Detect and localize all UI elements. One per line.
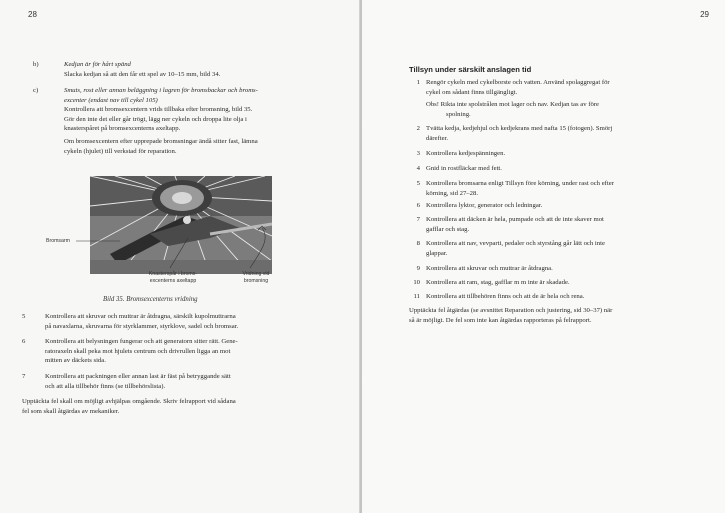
right-item-8-line-1: Kontrollera att nav, vevparti, pedaler och styrstång går lätt och inte [426, 240, 605, 247]
right-item-8-line-2: glappar. [426, 249, 448, 257]
section-heading: Tillsyn under särskilt anslagen tid [409, 65, 532, 74]
item-b-marker: b) [33, 61, 39, 68]
left-footer [22, 397, 347, 416]
label-knasterspar-2: excenterns axeltapp [149, 277, 197, 284]
right-item-3-num: 3 [416, 150, 420, 157]
item-b-title: Kedjan är för hårt spänd [64, 61, 131, 68]
label-vridning-1: Vridning vid [242, 271, 270, 277]
label-bromsarm: Bromsarm [46, 238, 70, 244]
right-item-5-num: 5 [416, 180, 420, 187]
right-item-10-line-1: Kontrollera att ram, stag, gafflar m m inte är skadade. [426, 279, 570, 286]
right-item-11-line-1: Kontrollera att tillbehören finns och att de är hela och rena. [426, 293, 585, 300]
left-footer-line-1: Upptäckta fel skall om möjligt avhjälpas omgående. Skriv felrapport vid sådana [22, 398, 236, 405]
right-footer [409, 306, 704, 325]
right-item-11-num: 11 [413, 293, 420, 300]
label-knasterspar [133, 271, 213, 284]
left-page [0, 0, 360, 513]
right-footer-line-2: så är möjligt. De fel som inte kan åtgärdas rapporteras på felrapport. [409, 316, 592, 324]
right-footer-line-1: Upptäckta fel åtgärdas (se avsnittet Reparation och justering, sid 30–37) när [409, 307, 613, 314]
right-item-1-line-2: cykel om sådant finns tillgängligt. [426, 88, 518, 96]
right-item-7-line-2: gafflar och stag. [426, 225, 470, 233]
item-c-line-4: Om bromsexcentern efter upprepade bromsningar ändå sitter fast, lämna [64, 137, 258, 145]
right-item-1-num: 1 [416, 79, 420, 86]
right-item-6-num: 6 [416, 202, 420, 209]
item-c-line-3: knasterspåret på bromsexcenterns axeltapp. [64, 125, 181, 133]
right-item-2-num: 2 [416, 125, 420, 132]
right-item-1-line-1: Rengör cykeln med cykelborste och vatten. Använd spolaggregat för [426, 79, 610, 86]
left-item-6-line-2: ratoraxeln skall peka mot hjulets centrum och drivrullen ligga an mot [45, 347, 231, 355]
right-item-obs-line-2: spolning. [446, 110, 471, 118]
item-b-text: Slacka kedjan så att den får ett spel av 10–15 mm, bild 34. [64, 70, 221, 78]
item-c-line-5: cykeln (hjulet) till verkstad för reparation. [64, 147, 177, 155]
left-item-6-line-3: mitten av däckets sida. [45, 357, 106, 365]
right-item-5-line-1: Kontrollera bromsarna enligt Tillsyn före körning, under rast och efter [426, 180, 614, 187]
figure-caption: Bild 35. Bromsexcenterns vridning [103, 296, 198, 303]
right-item-4-num: 4 [416, 165, 420, 172]
item-c-line-2: Gör den inte det eller går trögt, lägg ner cykeln och droppa lite olja i [64, 115, 247, 123]
right-item-6-line-1: Kontrollera lyktor, generator och ledningar. [426, 202, 543, 209]
right-item-4-line-1: Gnid in rostfläckar med fett. [426, 165, 502, 172]
right-item-8-num: 8 [416, 240, 420, 247]
label-vridning [226, 271, 286, 284]
left-item-7-num: 7 [22, 373, 26, 380]
item-c-title-2: excenter (endast nav till cykel 105) [64, 96, 158, 104]
left-item-5-line-2: på navaxlarna, skruvarna för styrklammer, styrklove, sadel och bromsar. [45, 322, 239, 330]
right-item-10-num: 10 [413, 279, 420, 286]
label-vridning-2: bromsning [243, 277, 269, 284]
right-item-5-line-2: körning, sid 27–28. [426, 189, 479, 197]
left-item-7-line-1: Kontrollera att packningen eller annan last är fäst på betryggande sätt [45, 373, 231, 380]
left-item-5-num: 5 [22, 313, 26, 320]
left-footer-line-2: fel som skall åtgärdas av mekaniker. [22, 407, 120, 415]
item-c-title-1: Smuts, rost eller annan beläggning i lagren för bromsbackar och broms- [64, 87, 258, 94]
right-item-7-num: 7 [416, 216, 420, 223]
right-item-9-num: 9 [416, 265, 420, 272]
right-item-obs-line-1: Obs! Rikta inte spolstrålen mot lager och nav. Kedjan tas av före [426, 101, 600, 108]
page-number-left: 28 [28, 10, 37, 19]
item-c-marker: c) [33, 87, 39, 94]
left-item-6-num: 6 [22, 338, 26, 345]
right-item-2-line-1: Tvätta kedja, kedjehjul och kedjekrans med nafta 15 (fotogen). Smörj [426, 125, 613, 132]
label-knasterspar-1: Knasterspår i broms- [148, 271, 198, 277]
right-item-3-line-1: Kontrollera kedjespänningen. [426, 150, 506, 157]
right-item-2-line-2: därefter. [426, 134, 449, 142]
right-item-9-line-1: Kontrollera att skruvar och muttrar är åtdragna. [426, 265, 553, 272]
page-number-right: 29 [700, 10, 709, 19]
left-item-7-line-2: och att alla tillbehör finns (se tillbehörslista). [45, 382, 166, 390]
left-item-5-line-1: Kontrollera att skruvar och muttrar är åtdragna, särskilt kupolmuttrarna [45, 313, 236, 320]
right-item-7-line-1: Kontrollera att däcken är hela, pumpade och att de inte skaver mot [426, 216, 604, 223]
left-item-6-line-1: Kontrollera att belysningen fungerar och att generatorn sitter rätt. Gene- [45, 338, 238, 345]
item-c-line-1: Kontrollera att bromsexcentern vrids tillbaka efter bromsning, bild 35. [64, 106, 253, 114]
